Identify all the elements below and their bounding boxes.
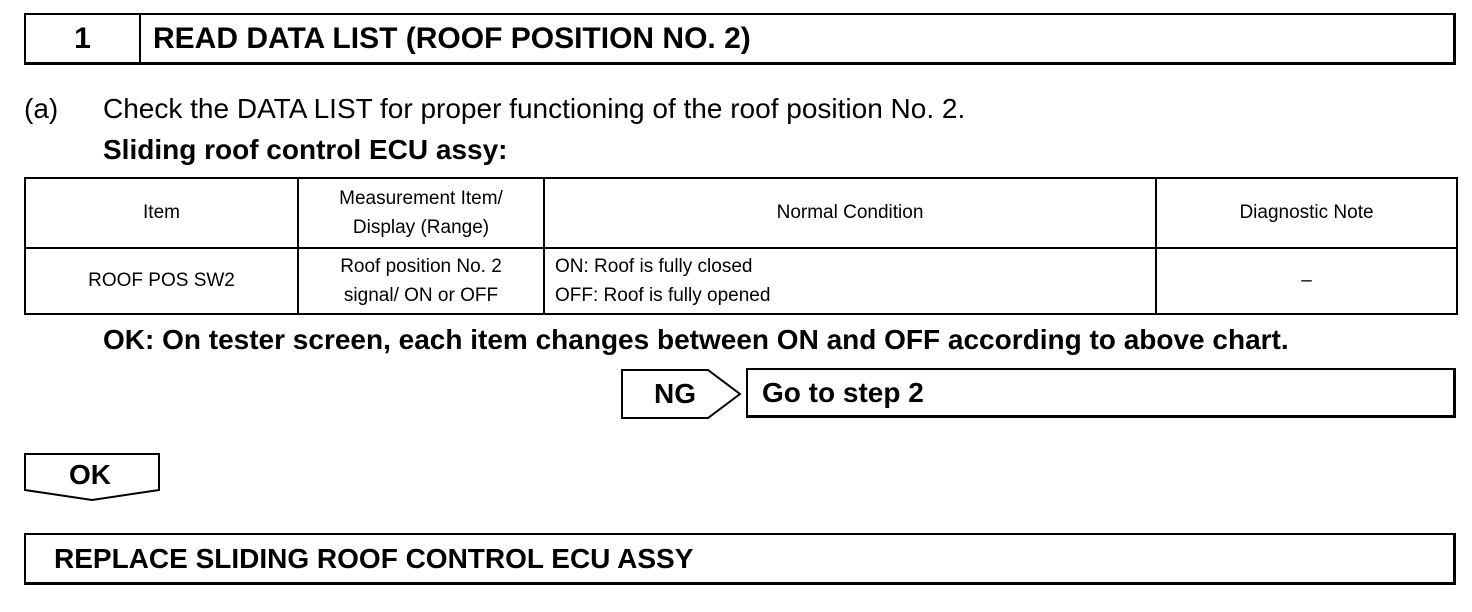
- cell-diagnostic-note: –: [1156, 248, 1457, 314]
- ok-label: OK: [69, 459, 111, 490]
- ecu-label: Sliding roof control ECU assy:: [103, 134, 508, 165]
- header-diagnostic-note: Diagnostic Note: [1156, 178, 1457, 248]
- cell-normal-line1: ON: Roof is fully closed: [555, 255, 753, 277]
- header-measurement-line1: Measurement Item/: [339, 187, 503, 209]
- cell-normal-condition: [544, 248, 1156, 314]
- go-to-step-box[interactable]: Go to step 2: [746, 368, 1456, 418]
- cell-normal-line2: OFF: Roof is fully opened: [555, 285, 771, 306]
- cell-measurement-line2: signal/ ON or OFF: [343, 285, 499, 306]
- instruction-text: Check the DATA LIST for proper functioning of the roof position No. 2.: [103, 93, 966, 124]
- data-list-table: [24, 177, 1458, 315]
- final-action-box: REPLACE SLIDING ROOF CONTROL ECU ASSY: [24, 533, 1456, 585]
- step-number: 1: [26, 15, 141, 62]
- header-item: Item: [25, 178, 298, 248]
- ok-criterion-text: OK: On tester screen, each item changes between ON and OFF according to above chart.: [103, 324, 1289, 355]
- header-measurement-line2: Display (Range): [352, 217, 490, 238]
- table-row: [25, 248, 1457, 314]
- cell-item: ROOF POS SW2: [25, 248, 298, 314]
- step-title: READ DATA LIST (ROOF POSITION NO. 2): [153, 21, 751, 55]
- cell-measurement-line1: Roof position No. 2: [340, 255, 502, 277]
- cell-measurement: [298, 248, 544, 314]
- table-header-row: [25, 178, 1457, 248]
- instruction-label: (a): [24, 93, 59, 124]
- header-measurement: [298, 178, 544, 248]
- ng-label: NG: [654, 378, 696, 409]
- step-header: [24, 13, 1456, 65]
- header-normal-condition: Normal Condition: [544, 178, 1156, 248]
